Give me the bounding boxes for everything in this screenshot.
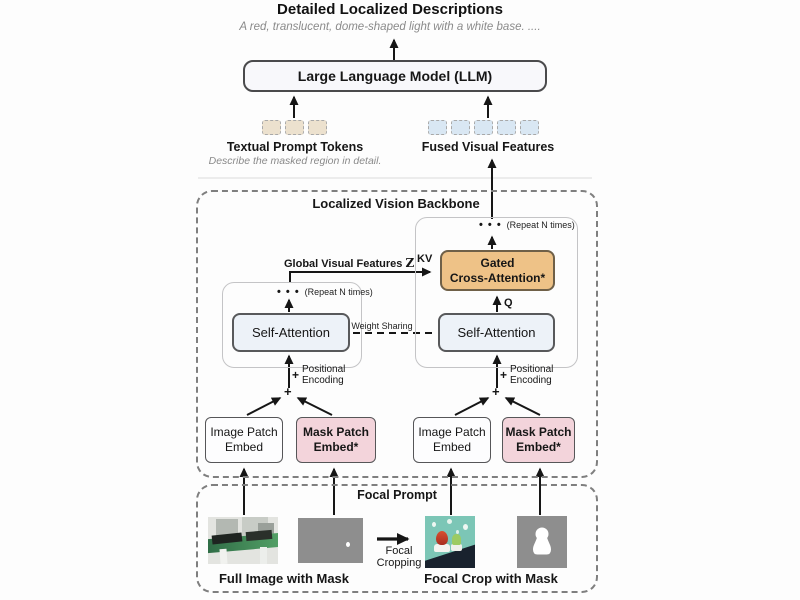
self-attention-left-block: [232, 313, 350, 352]
sum-node-right: +: [492, 384, 500, 399]
positional-encoding-left: [292, 364, 345, 386]
self-attention-label: Self-Attention: [457, 325, 536, 340]
kv-label: KV: [417, 253, 433, 265]
embed-line2: Embed: [224, 440, 264, 454]
light-spark: [447, 519, 452, 524]
textual-token: [285, 120, 304, 135]
embed-line1: Image Patch: [210, 425, 278, 439]
output-example-text: A red, translucent, dome-shaped light with a white base. ....: [239, 21, 541, 33]
focal-label: Focal: [385, 545, 413, 557]
repeat-indicator-left: [277, 286, 373, 298]
fused-token: [520, 120, 539, 135]
white-base-shape: [434, 544, 450, 552]
embed-line1: Mask Patch: [302, 425, 370, 439]
fused-token: [474, 120, 493, 135]
table-leg-shape: [260, 547, 267, 564]
textual-prompt-example: Describe the masked region in detail.: [208, 155, 382, 167]
output-title: Detailed Localized Descriptions: [277, 1, 503, 18]
embed-line2: Embed*: [516, 440, 561, 454]
llm-block: [243, 60, 547, 92]
global-visual-features-text: Global Visual Features: [284, 258, 403, 270]
fused-token: [497, 120, 516, 135]
embed-line1: Mask Patch: [505, 425, 572, 439]
positional-label: Positional: [302, 364, 346, 375]
plus-sign: +: [500, 368, 508, 382]
positional-label: Positional: [510, 364, 554, 375]
gated-line1: Gated: [480, 255, 515, 270]
textual-prompt-tokens-label: Textual Prompt Tokens: [226, 140, 364, 154]
embed-line2: Embed: [432, 440, 472, 454]
gated-cross-attention-block: [440, 250, 555, 291]
ellipsis-dots: • • •: [479, 219, 502, 231]
fused-token: [428, 120, 447, 135]
gated-line2: Cross-Attention*: [449, 270, 546, 285]
textual-prompt-tokens: [262, 120, 327, 135]
ellipsis-dots: • • •: [277, 286, 300, 298]
self-attention-label: Self-Attention: [251, 325, 331, 340]
fused-token: [451, 120, 470, 135]
llm-label: Large Language Model (LLM): [297, 68, 493, 84]
self-attention-right-block: [438, 313, 555, 352]
embed-line2: Embed*: [313, 440, 359, 454]
crop-mask-image: [517, 516, 567, 568]
encoding-label: Encoding: [510, 375, 552, 386]
focal-cropping-label: [369, 546, 429, 569]
focal-crop-caption: Focal Crop with Mask: [424, 571, 558, 586]
focal-prompt-title: Focal Prompt: [357, 488, 437, 502]
positional-encoding-right: [500, 364, 553, 386]
cropping-label: Cropping: [376, 556, 422, 569]
fused-visual-tokens: [428, 120, 539, 135]
light-spark: [432, 522, 436, 527]
textual-token: [262, 120, 281, 135]
focal-crop-photo: [425, 516, 475, 568]
green-object-shape: [452, 534, 461, 545]
plus-sign: +: [292, 368, 300, 382]
mask-patch-embed-left-block: [296, 417, 376, 463]
white-base-shape: [451, 544, 462, 551]
mask-patch-embed-right-block: [502, 417, 575, 463]
global-visual-features-var: Z: [405, 256, 415, 270]
image-patch-embed-left-block: [205, 417, 283, 463]
full-image-with-mask-photo: [208, 517, 278, 564]
table-leg-shape: [219, 549, 227, 564]
repeat-note: (Repeat N times): [304, 287, 373, 297]
textual-token: [308, 120, 327, 135]
embed-line1: Image Patch: [418, 425, 486, 439]
repeat-note: (Repeat N times): [506, 220, 575, 230]
weight-sharing-label: Weight Sharing: [351, 321, 413, 331]
repeat-indicator-right: [479, 219, 575, 231]
image-patch-embed-right-block: [413, 417, 491, 463]
mask-bulb-silhouette: [517, 516, 567, 568]
sum-node-left: +: [284, 384, 292, 399]
red-dome-light-shape: [436, 531, 448, 545]
backbone-title: Localized Vision Backbone: [312, 196, 480, 211]
mask-dot: [346, 542, 350, 547]
q-label: Q: [504, 297, 513, 309]
light-spark: [463, 524, 468, 530]
full-image-caption: Full Image with Mask: [218, 571, 350, 586]
global-visual-features-label: [284, 256, 415, 270]
full-mask-image: [298, 518, 363, 563]
encoding-label: Encoding: [302, 375, 344, 386]
fused-visual-features-label: Fused Visual Features: [421, 140, 555, 154]
